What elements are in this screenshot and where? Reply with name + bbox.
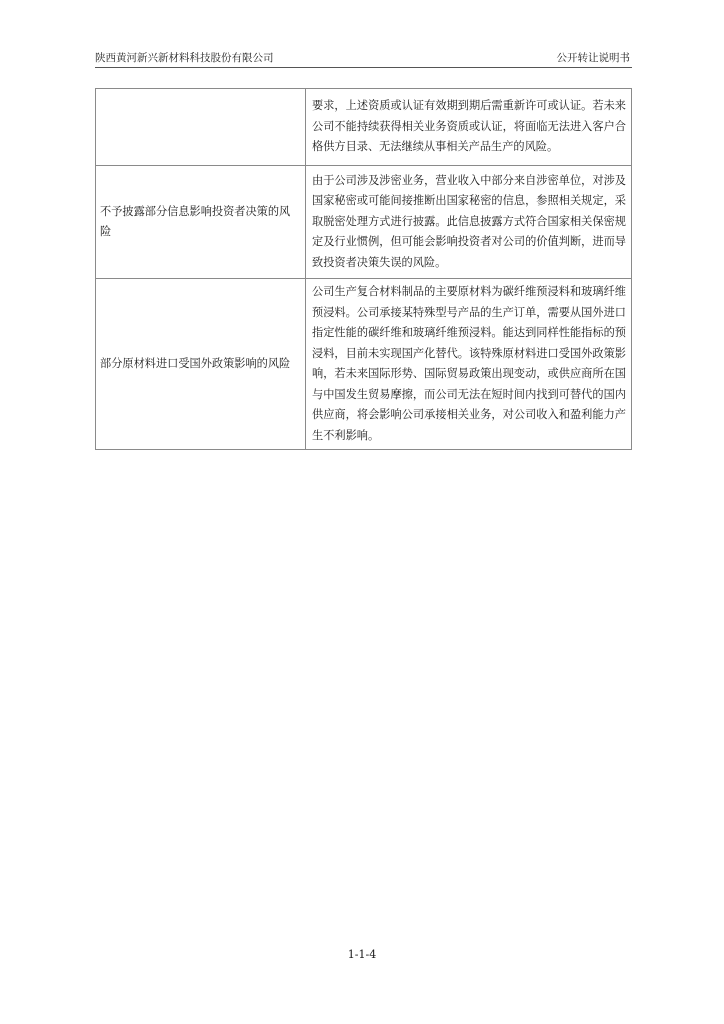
risk-description-cell: 要求，上述资质或认证有效期到期后需重新许可或认证。若未来公司不能持续获得相关业务资质或认证，将面临无法进入客户合格供方目录、无法继续从事相关产品生产的风险。 (306, 89, 632, 166)
risk-description-cell: 由于公司涉及涉密业务，营业收入中部分来自涉密单位，对涉及国家秘密或可能间接推断出国家秘密的信息，参照相关规定，采取脱密处理方式进行披露。此信息披露方式符合国家相关保密规定及行业惯例，但可能会影响投资者对公司的价值判断，进而导致投资者决策失误的风险。 (306, 166, 632, 279)
page-number: 1-1-4 (347, 948, 377, 961)
table-row (96, 279, 632, 450)
risk-name-cell: 不予披露部分信息影响投资者决策的风险 (96, 166, 306, 279)
risk-name-cell (96, 89, 306, 166)
table-row (96, 89, 632, 166)
page-header (95, 50, 632, 68)
company-name: 陕西黄河新兴新材料科技股份有限公司 (95, 52, 274, 64)
document-type: 公开转让说明书 (556, 52, 630, 64)
risk-description-cell: 公司生产复合材料制品的主要原材料为碳纤维预浸料和玻璃纤维预浸料。公司承接某特殊型号产品的生产订单，需要从国外进口指定性能的碳纤维和玻璃纤维预浸料。能达到同样性能指标的预浸料，目前未实现国产化替代。该特殊原材料进口受国外政策影响，若未来国际形势、国际贸易政策出现变动，或供应商所在国与中国发生贸易摩擦，而公司无法在短时间内找到可替代的国内供应商，将会影响公司承接相关业务，对公司收入和盈利能力产生不利影响。 (306, 279, 632, 450)
risk-table (95, 88, 632, 450)
risk-name-cell: 部分原材料进口受国外政策影响的风险 (96, 279, 306, 450)
table-row (96, 166, 632, 279)
